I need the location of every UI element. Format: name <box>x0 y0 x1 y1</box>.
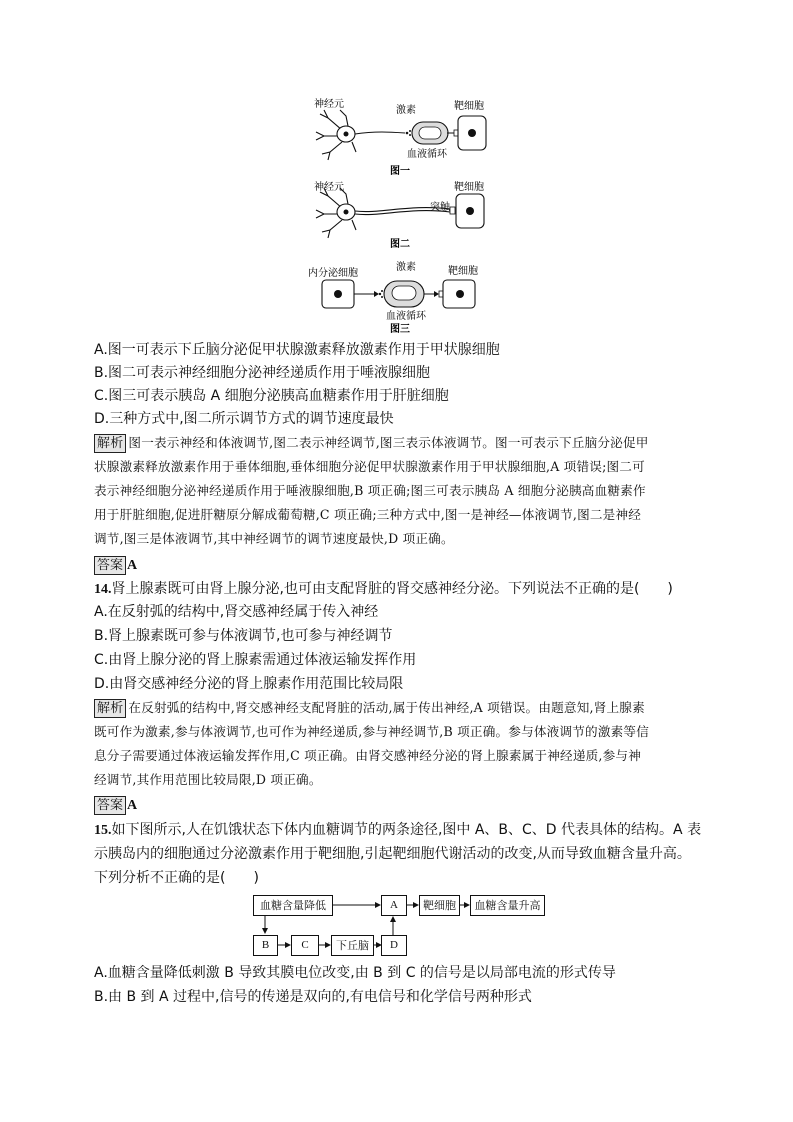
fig2-neuron-label: 神经元 <box>314 182 344 193</box>
fig1-neuron-label: 神经元 <box>314 99 344 110</box>
q15-option-a: A.血糖含量降低刺激 B 导致其膜电位改变,由 B 到 C 的信号是以局部电流的形式传导 <box>94 965 616 981</box>
q14-option-c: C.由肾上腺分泌的肾上腺素需通过体液运输发挥作用 <box>94 652 417 668</box>
q13-answer <box>94 555 137 576</box>
flow-box-hypothalamus: 下丘脑 <box>331 935 374 956</box>
q13-analysis-line-3: 表示神经细胞分泌神经递质作用于唾液腺细胞,B 项正确;图三可表示胰岛 A 细胞分泌胰高血糖素作 <box>94 483 646 498</box>
flow-box-b: B <box>253 935 278 956</box>
flow-box-c: C <box>291 935 319 956</box>
flow-box-target-cell: 靶细胞 <box>419 895 460 916</box>
fig2-neuron-shape <box>316 188 450 238</box>
figure-three <box>308 260 478 335</box>
fig1-target-label: 靶细胞 <box>454 101 484 112</box>
fig1-caption: 图一 <box>390 166 410 177</box>
fig2-synapse-label: 突触 <box>430 202 450 213</box>
q14-answer-value: A <box>127 798 138 813</box>
q15-stem-line-1: 15.如下图所示,人在饥饿状态下体内血糖调节的两条途径,图中 A、B、C、D 代表具体的结构。A 表 <box>94 822 702 838</box>
q15-stem-line-3: 下列分析不正确的是( ) <box>94 870 259 886</box>
q14-analysis-tag: 解析 <box>94 699 126 718</box>
fig3-endocrine-label: 内分泌细胞 <box>308 268 358 279</box>
q14-stem: 14.肾上腺素既可由肾上腺分泌,也可由支配肾脏的肾交感神经分泌。下列说法不正确的是( ) <box>94 581 673 597</box>
q13-analysis-line-4: 用于肝脏细胞,促进肝糖原分解成葡萄糖,C 项正确;三种方式中,图一是神经—体液调节,图二是神经 <box>94 507 642 522</box>
fig2-target-label: 靶细胞 <box>454 182 484 193</box>
q14-option-a: A.在反射弧的结构中,肾交感神经属于传入神经 <box>94 604 379 620</box>
q14-answer <box>94 795 137 816</box>
regulation-figures <box>300 90 500 340</box>
q13-option-d: D.三种方式中,图二所示调节方式的调节速度最快 <box>94 411 394 427</box>
fig1-neuron-shape <box>316 110 405 160</box>
fig3-caption: 图三 <box>390 324 410 335</box>
q13-option-b: B.图二可表示神经细胞分泌神经递质作用于唾液腺细胞 <box>94 365 431 381</box>
q15-stem-line-2: 示胰岛内的细胞通过分泌激素作用于靶细胞,引起靶细胞代谢活动的改变,从而导致血糖含量升高。 <box>94 846 691 862</box>
q14-analysis-line-3: 息分子需要通过体液运输发挥作用,C 项正确。由肾交感神经分泌的肾上腺素属于神经递质,参与神 <box>94 748 641 763</box>
flow-box-a: A <box>381 895 407 916</box>
q13-option-c: C.图三可表示胰岛 A 细胞分泌胰高血糖素作用于肝脏细胞 <box>94 388 449 404</box>
q14-analysis-line-2: 既可作为激素,参与体液调节,也可作为神经递质,参与神经调节,B 项正确。参与体液调节的激素等信 <box>94 724 650 739</box>
q13-analysis-line-2: 状腺激素释放激素作用于垂体细胞,垂体细胞分泌促甲状腺激素作用于甲状腺细胞,A 项错误;图二可 <box>94 459 645 474</box>
fig2-caption: 图二 <box>390 239 410 250</box>
q13-analysis-line-5: 调节,图三是体液调节,其中神经调节的调节速度最快,D 项正确。 <box>94 531 454 546</box>
fig1-blood-label: 血液循环 <box>407 149 447 160</box>
q14-analysis-line-1: 解析 在反射弧的结构中,肾交感神经支配肾脏的活动,属于传出神经,A 项错误。由题意知,肾上腺素 <box>94 697 645 719</box>
q13-answer-value: A <box>127 558 138 573</box>
q15-option-b: B.由 B 到 A 过程中,信号的传递是双向的,有电信号和化学信号两种形式 <box>94 989 532 1005</box>
fig3-target-label: 靶细胞 <box>448 266 478 277</box>
flow-box-glucose-low: 血糖含量降低 <box>253 895 333 916</box>
figure-one <box>314 97 486 177</box>
q15-number: 15. <box>94 823 112 838</box>
q14-option-b: B.肾上腺素既可参与体液调节,也可参与神经调节 <box>94 628 393 644</box>
fig3-hormone-label: 激素 <box>396 262 416 273</box>
q13-analysis-line-1: 解析 图一表示神经和体液调节,图二表示神经调节,图三表示体液调节。图一可表示下丘脑分泌促甲 <box>94 432 649 454</box>
flow-box-d: D <box>381 935 407 956</box>
q13-option-a: A.图一可表示下丘脑分泌促甲状腺激素释放激素作用于甲状腺细胞 <box>94 342 500 358</box>
figure-two <box>314 180 484 250</box>
q14-number: 14. <box>94 582 112 597</box>
q14-option-d: D.由肾交感神经分泌的肾上腺素作用范围比较局限 <box>94 676 404 692</box>
q13-answer-tag: 答案 <box>94 556 126 575</box>
flow-box-glucose-high: 血糖含量升高 <box>470 895 545 916</box>
q14-analysis-line-4: 经调节,其作用范围比较局限,D 项正确。 <box>94 772 322 787</box>
fig3-blood-label: 血液循环 <box>386 311 426 322</box>
q13-analysis-tag: 解析 <box>94 434 126 453</box>
fig1-hormone-label: 激素 <box>396 105 416 116</box>
q14-answer-tag: 答案 <box>94 796 126 815</box>
